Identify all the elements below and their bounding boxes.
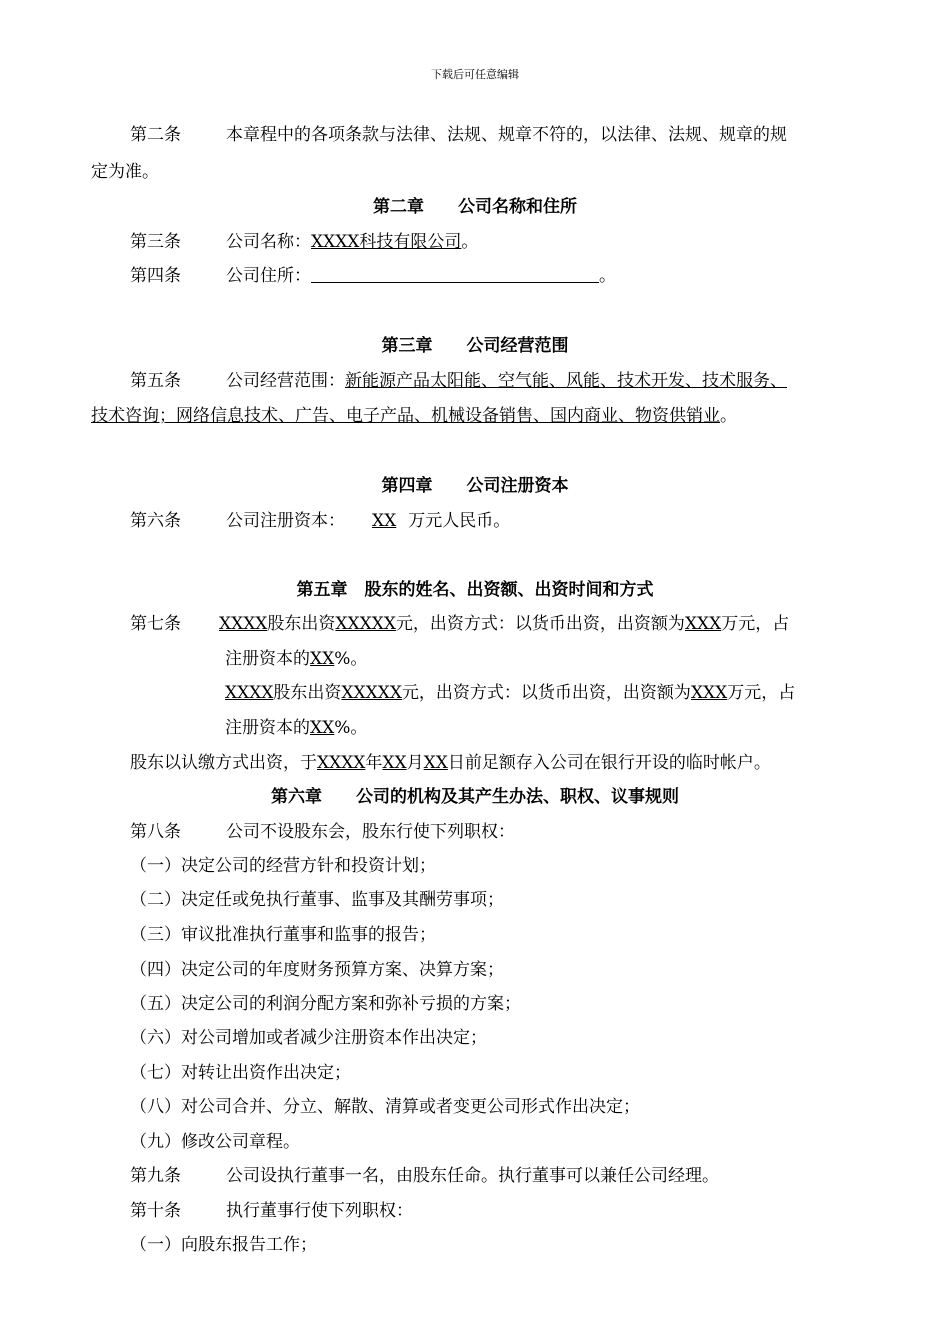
chapter-5-heading [0, 578, 950, 602]
article-9 [130, 1164, 719, 1188]
shareholder-2-text-4: 注册资本的 [225, 718, 310, 738]
company-address-blank [311, 266, 599, 283]
article-8-item: （八）对公司合并、分立、解散、清算或者变更公司形式作出决定； [130, 1097, 640, 1117]
article-2-text: 本章程中的各项条款与法律、法规、规章不符的，以法律、法规、规章的规 [226, 125, 787, 145]
article-8-item: （一）决定公司的经营方针和投资计划； [130, 856, 436, 876]
chapter-4-title: 公司注册资本 [466, 476, 569, 496]
shareholder-2-name: XXXX [225, 683, 274, 703]
article-5-prefix: 公司经营范围： [226, 371, 345, 391]
shareholder-2-text-2: 元，出资方式：以货币出资，出资额为 [401, 683, 691, 703]
article-8-item: （三）审议批准执行董事和监事的报告； [130, 925, 436, 945]
chapter-2-title: 公司名称和住所 [458, 197, 577, 217]
article-4-label: 第四条 [130, 266, 181, 286]
article-8-label: 第八条 [130, 822, 181, 842]
article-8-item: （六）对公司增加或者减少注册资本作出决定； [130, 1028, 487, 1048]
deposit-month: XX [382, 753, 407, 773]
chapter-5-title: 股东的姓名、出资额、出资时间和方式 [364, 580, 654, 600]
article-7-line-2 [225, 647, 367, 671]
article-8-item: （四）决定公司的年度财务预算方案、决算方案； [130, 960, 504, 980]
article-4-prefix: 公司住所： [226, 266, 311, 286]
article-8-item: （二）决定任或免执行董事、监事及其酬劳事项； [130, 890, 504, 910]
article-8-text: 公司不设股东会，股东行使下列职权： [226, 822, 515, 842]
article-8-item: （九）修改公司章程。 [130, 1132, 300, 1152]
article-7-line-1 [130, 612, 789, 636]
article-2-label: 第二条 [130, 125, 181, 145]
chapter-6-heading [0, 785, 950, 809]
company-name: XXXX科技有限公司 [311, 232, 462, 252]
article-4-suffix: 。 [599, 266, 616, 286]
article-3-prefix: 公司名称： [226, 232, 311, 252]
shareholder-1-amount: XXXXX [335, 614, 396, 634]
article-8 [130, 820, 515, 844]
article-5-line-2 [91, 404, 737, 428]
chapter-3-number: 第三章 [381, 336, 433, 356]
page-header: 下载后可任意编辑 [431, 68, 519, 81]
deposit-text-4: 日前足额存入公司在银行开设的临时帐户。 [447, 753, 771, 773]
article-9-label: 第九条 [130, 1166, 181, 1186]
chapter-3-heading [0, 334, 950, 358]
article-10-label: 第十条 [130, 1201, 181, 1221]
article-9-text: 公司设执行董事一名，由股东任命。执行董事可以兼任公司经理。 [226, 1166, 719, 1186]
shareholder-1-text-5: %。 [334, 649, 368, 669]
article-7-line-4 [225, 716, 367, 740]
shareholder-1-text-2: 元，出资方式：以货币出资，出资额为 [395, 614, 685, 634]
deposit-text-2: 年 [365, 753, 383, 773]
article-8-item: （五）决定公司的利润分配方案和弥补亏损的方案； [130, 994, 521, 1014]
article-3 [130, 230, 478, 254]
chapter-3-title: 公司经营范围 [466, 336, 569, 356]
shareholder-2-text-1: 股东出资 [273, 683, 342, 703]
article-6-prefix: 公司注册资本： [226, 511, 345, 531]
article-2-line-1 [130, 123, 787, 147]
article-2-line-2: 定为准。 [91, 162, 159, 182]
article-7-deposit [130, 751, 771, 775]
shareholder-2-wan: XXX [690, 683, 728, 703]
article-10-text: 执行董事行使下列职权： [226, 1201, 413, 1221]
shareholder-2-percent: XX [310, 718, 335, 738]
shareholder-1-wan: XXX [684, 614, 722, 634]
article-10 [130, 1199, 413, 1223]
chapter-4-number: 第四章 [381, 476, 433, 496]
deposit-day: XX [423, 753, 448, 773]
chapter-2-heading [0, 195, 950, 219]
shareholder-1-percent: XX [310, 649, 335, 669]
deposit-text-1: 股东以认缴方式出资，于 [130, 753, 317, 773]
article-8-item: （七）对转让出资作出决定； [130, 1063, 351, 1083]
shareholder-1-text-4: 注册资本的 [225, 649, 310, 669]
deposit-text-3: 月 [406, 753, 424, 773]
chapter-2-number: 第二章 [373, 197, 424, 217]
business-scope-part-1: 新能源产品太阳能、空气能、风能、技术开发、技术服务、 [345, 371, 787, 391]
shareholder-2-text-5: %。 [334, 718, 368, 738]
article-5-label: 第五条 [130, 371, 181, 391]
article-7-label: 第七条 [130, 614, 181, 634]
shareholder-1-name: XXXX [219, 614, 268, 634]
chapter-4-heading [0, 474, 950, 498]
chapter-5-number: 第五章 [296, 580, 348, 600]
article-4 [130, 264, 616, 288]
shareholder-1-text-1: 股东出资 [267, 614, 336, 634]
article-3-label: 第三条 [130, 232, 181, 252]
deposit-year: XXXX [317, 753, 366, 773]
chapter-6-number: 第六章 [271, 787, 322, 807]
article-6 [130, 509, 510, 533]
shareholder-2-text-3: 万元，占 [727, 683, 796, 703]
business-scope-part-2: 技术咨询；网络信息技术、广告、电子产品、机械设备销售、国内商业、物资供销业 [91, 406, 720, 426]
registered-capital: XX [372, 511, 397, 531]
article-6-label: 第六条 [130, 511, 181, 531]
article-10-item: （一）向股东报告工作； [130, 1235, 317, 1255]
chapter-6-title: 公司的机构及其产生办法、职权、议事规则 [356, 787, 679, 807]
article-3-suffix: 。 [461, 232, 479, 252]
article-5-suffix: 。 [720, 406, 737, 426]
shareholder-1-text-3: 万元，占 [721, 614, 790, 634]
article-7-line-3 [225, 681, 795, 705]
article-5-line-1 [130, 369, 787, 393]
article-6-suffix: 万元人民币。 [408, 511, 511, 531]
shareholder-2-amount: XXXXX [341, 683, 402, 703]
